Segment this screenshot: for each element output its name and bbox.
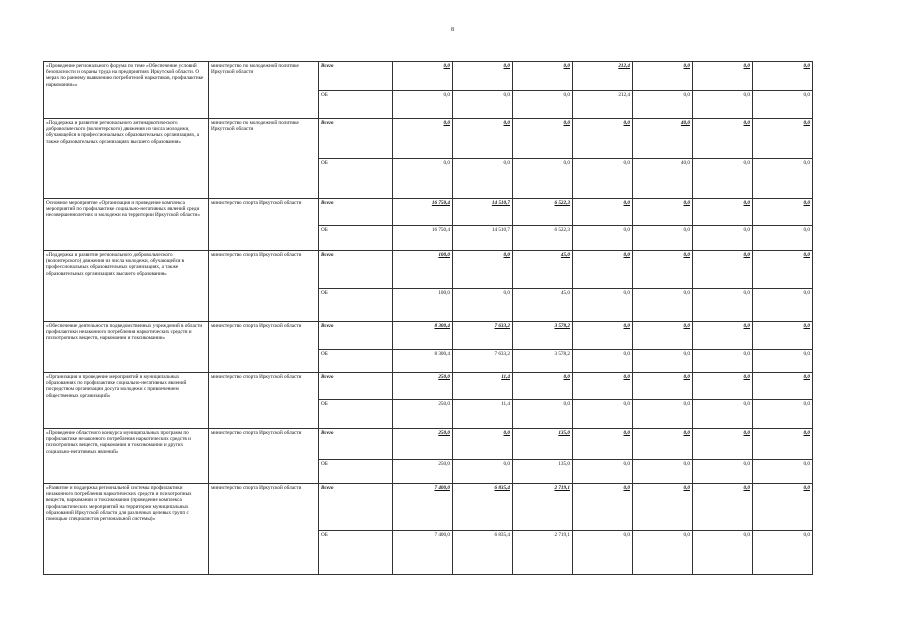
amount-cell: 0,0 (633, 400, 693, 429)
amount-cell: 0,0 (513, 400, 573, 429)
amount-cell: 0,0 (453, 119, 513, 159)
responsible-executor: министерство спорта Иркутской области (209, 199, 319, 251)
budget-table (43, 61, 813, 575)
amount-cell: 0,0 (753, 119, 813, 159)
amount-cell: 0,0 (753, 62, 813, 91)
event-description: «Проведение регионального форума по теме «Обеспечение условий безопасности и охраны труда на предприятиях Иркутской области. О мерах по раннему выявлению потребителей наркотиков, профилактике наркомании»» (44, 62, 209, 119)
amount-cell: 8 300,4 (393, 322, 453, 350)
funding-source-total: Всего (319, 119, 393, 159)
funding-source-ob: ОБ (319, 159, 393, 199)
table-row-total (44, 322, 813, 350)
amount-cell: 0,0 (633, 373, 693, 400)
responsible-executor: министерство спорта Иркутской области (209, 429, 319, 484)
amount-cell: 0,0 (633, 429, 693, 460)
amount-cell: 0,0 (453, 289, 513, 322)
amount-cell: 0,0 (573, 159, 633, 199)
event-description: «Организация и проведение мероприятий в муниципальных образованиях по профилактике социально-негативных явлений посредством организации досуга молодежи с привлечением общественных организаций» (44, 373, 209, 429)
amount-cell: 0,0 (513, 119, 573, 159)
funding-source-total: Всего (319, 373, 393, 400)
amount-cell: 40,0 (633, 119, 693, 159)
page-number: 8 (451, 27, 454, 33)
table-row-total (44, 429, 813, 460)
amount-cell: 45,0 (513, 289, 573, 322)
amount-cell: 0,0 (633, 531, 693, 575)
amount-cell: 0,0 (693, 350, 753, 373)
amount-cell: 0,0 (393, 159, 453, 199)
amount-cell: 0,0 (453, 460, 513, 484)
amount-cell: 3 578,2 (513, 322, 573, 350)
amount-cell: 0,0 (573, 226, 633, 251)
amount-cell: 0,0 (753, 350, 813, 373)
amount-cell: 0,0 (573, 400, 633, 429)
amount-cell: 6 522,3 (513, 226, 573, 251)
amount-cell: 0,0 (753, 429, 813, 460)
amount-cell: 7 400,0 (393, 484, 453, 531)
amount-cell: 0,0 (573, 322, 633, 350)
funding-source-ob: ОБ (319, 350, 393, 373)
amount-cell: 11,4 (453, 400, 513, 429)
amount-cell: 0,0 (573, 484, 633, 531)
amount-cell: 0,0 (453, 159, 513, 199)
amount-cell: 0,0 (753, 400, 813, 429)
amount-cell: 0,0 (393, 91, 453, 119)
event-description: «Поддержка и развитие регионального добровольческого (волонтерского) движения из числа молодежи, обучающейся в профессиональных образовательных организациях, а также образовательных организациях высшего образования» (44, 251, 209, 322)
amount-cell: 6 835,4 (453, 484, 513, 531)
amount-cell: 0,0 (513, 159, 573, 199)
amount-cell: 16 750,4 (393, 199, 453, 226)
amount-cell: 135,0 (513, 460, 573, 484)
amount-cell: 0,0 (753, 251, 813, 289)
amount-cell: 0,0 (693, 91, 753, 119)
table-row-total (44, 373, 813, 400)
amount-cell: 250,0 (393, 373, 453, 400)
amount-cell: 0,0 (573, 460, 633, 484)
amount-cell: 14 510,7 (453, 199, 513, 226)
table-body (44, 62, 813, 575)
funding-source-total: Всего (319, 199, 393, 226)
amount-cell: 7 633,2 (453, 322, 513, 350)
amount-cell: 212,4 (573, 91, 633, 119)
amount-cell: 0,0 (693, 373, 753, 400)
amount-cell: 0,0 (393, 62, 453, 91)
amount-cell: 7 633,2 (453, 350, 513, 373)
amount-cell: 0,0 (453, 251, 513, 289)
funding-source-total: Всего (319, 484, 393, 531)
amount-cell: 0,0 (633, 350, 693, 373)
responsible-executor: министерство по молодежной политике Иркутской области (209, 62, 319, 119)
amount-cell: 8 300,4 (393, 350, 453, 373)
amount-cell: 6 522,3 (513, 199, 573, 226)
amount-cell: 0,0 (573, 429, 633, 460)
amount-cell: 0,0 (453, 62, 513, 91)
amount-cell: 0,0 (453, 91, 513, 119)
table-row-total (44, 119, 813, 159)
amount-cell: 0,0 (573, 531, 633, 575)
funding-source-total: Всего (319, 251, 393, 289)
amount-cell: 0,0 (513, 373, 573, 400)
funding-source-ob: ОБ (319, 400, 393, 429)
amount-cell: 0,0 (693, 429, 753, 460)
amount-cell: 0,0 (753, 159, 813, 199)
amount-cell: 14 510,7 (453, 226, 513, 251)
amount-cell: 0,0 (693, 289, 753, 322)
amount-cell: 0,0 (393, 119, 453, 159)
amount-cell: 0,0 (753, 373, 813, 400)
amount-cell: 11,4 (453, 373, 513, 400)
amount-cell: 0,0 (693, 62, 753, 91)
responsible-executor: министерство спорта Иркутской области (209, 251, 319, 322)
amount-cell: 0,0 (753, 289, 813, 322)
amount-cell: 0,0 (633, 251, 693, 289)
funding-source-total: Всего (319, 429, 393, 460)
amount-cell: 40,0 (633, 159, 693, 199)
amount-cell: 100,0 (393, 251, 453, 289)
amount-cell: 0,0 (693, 199, 753, 226)
amount-cell: 2 719,1 (513, 531, 573, 575)
event-description: Основное мероприятие «Организация и проведение комплекса мероприятий по профилактике социально-негативных явлений среди несовершеннолетних и молодежи на территории Иркутской области» (44, 199, 209, 251)
funding-source-ob: ОБ (319, 91, 393, 119)
amount-cell: 3 578,2 (513, 350, 573, 373)
funding-source-ob: ОБ (319, 226, 393, 251)
amount-cell: 0,0 (633, 484, 693, 531)
amount-cell: 0,0 (573, 350, 633, 373)
amount-cell: 0,0 (753, 199, 813, 226)
funding-source-total: Всего (319, 62, 393, 91)
amount-cell: 0,0 (693, 119, 753, 159)
amount-cell: 0,0 (573, 251, 633, 289)
amount-cell: 0,0 (513, 91, 573, 119)
amount-cell: 0,0 (753, 484, 813, 531)
event-description: «Поддержка и развитие регионального антинаркотического добровольческого (волонтерского) движения из числа молодежи, обучающейся в профессиональных образовательных организациях, а также образовательных организациях высшего образования» (44, 119, 209, 199)
amount-cell: 0,0 (573, 199, 633, 226)
responsible-executor: министерство по молодежной политике Иркутской области (209, 119, 319, 199)
table-row-total (44, 199, 813, 226)
responsible-executor: министерство спорта Иркутской области (209, 322, 319, 373)
table-row-total (44, 251, 813, 289)
amount-cell: 2 719,1 (513, 484, 573, 531)
event-description: «Проведение областного конкурса муниципальных программ по профилактике незаконного потребления наркотических средств и психотропных веществ, наркомании и токсикомании и других социально-негативных явлений» (44, 429, 209, 484)
amount-cell: 250,0 (393, 429, 453, 460)
amount-cell: 250,0 (393, 400, 453, 429)
funding-source-ob: ОБ (319, 531, 393, 575)
amount-cell: 0,0 (693, 226, 753, 251)
amount-cell: 16 750,4 (393, 226, 453, 251)
amount-cell: 0,0 (693, 251, 753, 289)
amount-cell: 45,0 (513, 251, 573, 289)
amount-cell: 0,0 (573, 289, 633, 322)
amount-cell: 250,0 (393, 460, 453, 484)
funding-source-ob: ОБ (319, 289, 393, 322)
table-row-total (44, 62, 813, 91)
amount-cell: 0,0 (633, 289, 693, 322)
amount-cell: 0,0 (693, 460, 753, 484)
event-description: «Обеспечение деятельности подведомственных учреждений в области профилактики незаконного потребления наркотических средств и психотропных веществ, наркомании и токсикомании» (44, 322, 209, 373)
amount-cell: 100,0 (393, 289, 453, 322)
amount-cell: 0,0 (573, 373, 633, 400)
amount-cell: 135,0 (513, 429, 573, 460)
amount-cell: 0,0 (633, 62, 693, 91)
amount-cell: 0,0 (513, 62, 573, 91)
amount-cell: 0,0 (453, 429, 513, 460)
amount-cell: 0,0 (693, 322, 753, 350)
amount-cell: 0,0 (633, 460, 693, 484)
amount-cell: 0,0 (693, 484, 753, 531)
amount-cell: 212,4 (573, 62, 633, 91)
event-description: «Развитие и поддержка региональной системы профилактики незаконного потребления наркотических средств и психотропных веществ, наркомании и токсикомании (проведение комплекса профилактических мероприятий на территории муниципальных образований Иркутской области для различных целевых групп с помощью специалистов региональной системы)» (44, 484, 209, 575)
amount-cell: 0,0 (693, 400, 753, 429)
responsible-executor: министерство спорта Иркутской области (209, 484, 319, 575)
amount-cell: 0,0 (753, 91, 813, 119)
amount-cell: 0,0 (633, 226, 693, 251)
funding-source-ob: ОБ (319, 460, 393, 484)
amount-cell: 0,0 (633, 91, 693, 119)
amount-cell: 6 835,4 (453, 531, 513, 575)
amount-cell: 0,0 (693, 531, 753, 575)
amount-cell: 0,0 (633, 322, 693, 350)
amount-cell: 0,0 (753, 322, 813, 350)
amount-cell: 0,0 (753, 531, 813, 575)
amount-cell: 7 400,0 (393, 531, 453, 575)
amount-cell: 0,0 (753, 226, 813, 251)
funding-source-total: Всего (319, 322, 393, 350)
responsible-executor: министерство спорта Иркутской области (209, 373, 319, 429)
table-row-total (44, 484, 813, 531)
amount-cell: 0,0 (753, 460, 813, 484)
amount-cell: 0,0 (633, 199, 693, 226)
amount-cell: 0,0 (693, 159, 753, 199)
amount-cell: 0,0 (573, 119, 633, 159)
